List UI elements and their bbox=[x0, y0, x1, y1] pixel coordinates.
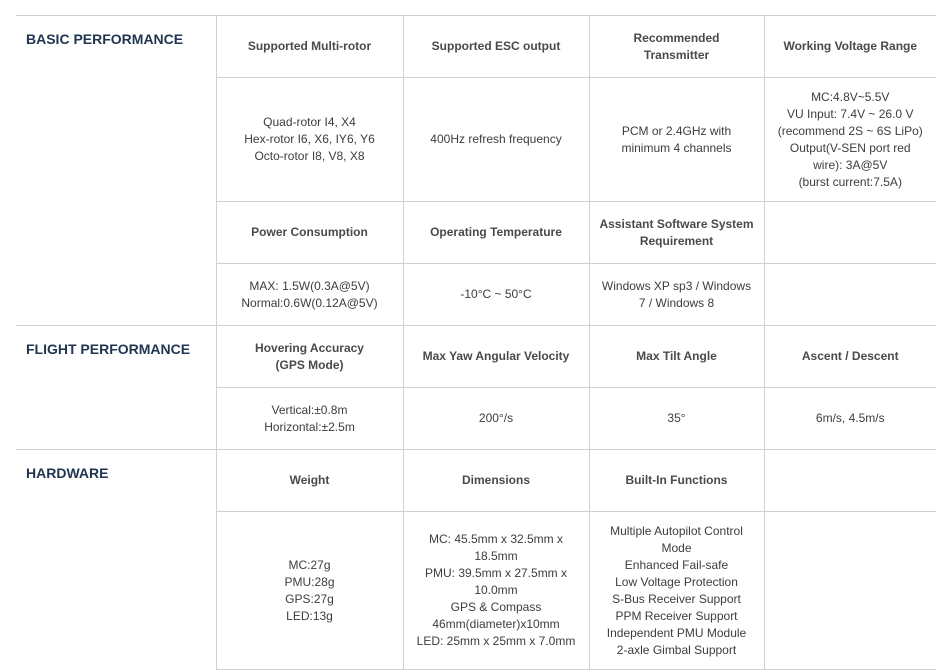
spec-value-max-yaw-angular-velocity: 200°/s bbox=[403, 388, 589, 450]
table-row bbox=[16, 326, 936, 388]
spec-label-operating-temperature: Operating Temperature bbox=[403, 202, 589, 264]
section-title-flight-performance: FLIGHT PERFORMANCE bbox=[16, 326, 216, 450]
spec-label-recommended-transmitter: Recommended Transmitter bbox=[589, 16, 764, 78]
section-title-hardware: HARDWARE bbox=[16, 450, 216, 670]
empty-cell bbox=[764, 450, 936, 512]
spec-value-max-tilt-angle: 35° bbox=[589, 388, 764, 450]
spec-value-recommended-transmitter: PCM or 2.4GHz with minimum 4 channels bbox=[589, 78, 764, 202]
spec-label-power-consumption: Power Consumption bbox=[216, 202, 403, 264]
spec-value-weight: MC:27g PMU:28g GPS:27g LED:13g bbox=[216, 512, 403, 670]
spec-value-power-consumption: MAX: 1.5W(0.3A@5V) Normal:0.6W(0.12A@5V) bbox=[216, 264, 403, 326]
spec-value-built-in-functions: Multiple Autopilot Control Mode Enhanced Fail-safe Low Voltage Protection S-Bus Receiver Support PPM Receiver Support Independent PMU Module 2-axle Gimbal Support bbox=[589, 512, 764, 670]
spec-label-weight: Weight bbox=[216, 450, 403, 512]
spec-value-supported-multirotor: Quad-rotor I4, X4 Hex-rotor I6, X6, IY6, Y6 Octo-rotor I8, V8, X8 bbox=[216, 78, 403, 202]
spec-label-dimensions: Dimensions bbox=[403, 450, 589, 512]
empty-cell bbox=[764, 202, 936, 264]
spec-label-assistant-software-requirement: Assistant Software System Requirement bbox=[589, 202, 764, 264]
section-title-basic-performance: BASIC PERFORMANCE bbox=[16, 16, 216, 326]
spec-value-supported-esc-output: 400Hz refresh frequency bbox=[403, 78, 589, 202]
spec-value-hovering-accuracy: Vertical:±0.8m Horizontal:±2.5m bbox=[216, 388, 403, 450]
spec-label-built-in-functions: Built-In Functions bbox=[589, 450, 764, 512]
spec-label-supported-multirotor: Supported Multi-rotor bbox=[216, 16, 403, 78]
table-row bbox=[16, 16, 936, 78]
spec-value-operating-temperature: -10°C ~ 50°C bbox=[403, 264, 589, 326]
spec-label-working-voltage-range: Working Voltage Range bbox=[764, 16, 936, 78]
spec-label-max-yaw-angular-velocity: Max Yaw Angular Velocity bbox=[403, 326, 589, 388]
empty-cell bbox=[764, 264, 936, 326]
table-row bbox=[16, 450, 936, 512]
spec-label-supported-esc-output: Supported ESC output bbox=[403, 16, 589, 78]
spec-label-ascent-descent: Ascent / Descent bbox=[764, 326, 936, 388]
empty-cell bbox=[764, 512, 936, 670]
spec-value-assistant-software-requirement: Windows XP sp3 / Windows 7 / Windows 8 bbox=[589, 264, 764, 326]
spec-label-hovering-accuracy: Hovering Accuracy (GPS Mode) bbox=[216, 326, 403, 388]
spec-label-max-tilt-angle: Max Tilt Angle bbox=[589, 326, 764, 388]
specifications-table bbox=[16, 15, 936, 670]
spec-value-ascent-descent: 6m/s, 4.5m/s bbox=[764, 388, 936, 450]
spec-value-dimensions: MC: 45.5mm x 32.5mm x 18.5mm PMU: 39.5mm x 27.5mm x 10.0mm GPS & Compass 46mm(diameter)x10mm LED: 25mm x 25mm x 7.0mm bbox=[403, 512, 589, 670]
spec-value-working-voltage-range: MC:4.8V~5.5V VU Input: 7.4V ~ 26.0 V (recommend 2S ~ 6S LiPo) Output(V-SEN port red wire): 3A@5V (burst current:7.5A) bbox=[764, 78, 936, 202]
